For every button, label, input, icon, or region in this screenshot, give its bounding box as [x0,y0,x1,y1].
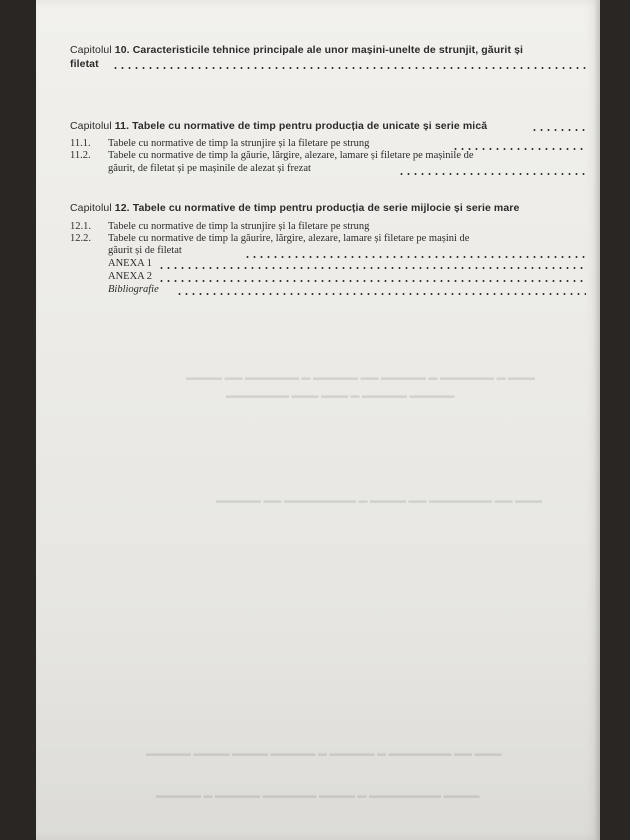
chapter-title: Tabele cu normative de timp pentru producția de serie mijlocie și serie mare [132,202,520,214]
chapter-number: 11. [114,120,130,132]
chapter-title: Caracteristicile tehnice principale ale unor mașini-unelte de strunjit, găurit și [132,44,524,56]
chapter-title-cont: filetat [70,58,99,70]
leader-dots [176,293,586,295]
chapter-number: 10. [114,44,130,56]
leader-dots [158,267,586,269]
section-title-cont: găurit și de filetat [108,245,182,256]
toc-entry-12-1 [70,221,590,234]
section-number: 12.1. [70,221,91,232]
chapter-number: 12. [114,202,130,214]
toc-entry-anexa-2 [108,271,152,282]
chapter-11-heading [70,119,590,133]
show-through-text: ▬▬▬ ▬ ▬▬▬▬▬▬ ▬ ▬▬▬▬▬ ▬▬ ▬▬▬▬▬ ▬ ▬▬▬▬▬▬ ▬▬ ▬▬▬▬ [186,372,536,382]
leader-dots [158,280,586,282]
section-title-cont: găurit, de filetat și pe mașinile de alezat și frezat [108,163,311,174]
section-number: 12.2. [70,233,91,244]
show-through-text: ▬▬▬▬ ▬▬▬▬▬▬▬▬ ▬ ▬▬▬▬ ▬▬▬▬▬▬ ▬▬▬▬▬ ▬ ▬▬▬▬▬ [156,790,480,800]
toc-entry-11-2 [70,150,590,163]
section-title: Tabele cu normative de timp la găurie, lărgire, alezare, lamare și filetare pe mașinile de [108,150,474,161]
show-through-text: ▬▬▬▬▬ ▬▬▬▬▬ ▬ ▬▬▬ ▬▬▬ ▬▬▬▬▬▬▬ [226,390,455,400]
leader-dots [244,256,586,258]
chapter-12-heading [70,201,590,215]
chapter-lead: Capitolul [70,120,112,132]
section-number: 11.1. [70,138,91,149]
leader-dots [398,173,586,175]
leader-dots [112,67,586,69]
chapter-title: Tabele cu normative de timp pentru producția de unicate și serie mică [132,120,488,132]
toc-entry-anexa-1 [108,258,152,269]
leader-dots [531,129,586,131]
toc-entry-12-2 [70,233,590,246]
page-edge-shadow [594,0,600,840]
annex-title: ANEXA 1 [108,258,153,269]
section-title: Tabele cu normative de timp la găurire, lărgire, alezare, lamare și filetare pe mașini de [108,233,470,244]
annex-title: ANEXA 2 [108,271,153,282]
chapter-lead: Capitolul [70,44,112,56]
toc-entry-bibliografie [108,284,159,295]
section-title: Tabele cu normative de timp la strunjire și la filetare pe strung [108,221,370,232]
bibliography-title: Bibliografie [108,284,159,295]
chapter-lead: Capitolul [70,202,112,214]
show-through-text: ▬▬▬ ▬▬ ▬▬▬▬▬▬▬ ▬ ▬▬▬▬▬ ▬ ▬▬▬▬▬ ▬▬▬▬ ▬▬▬▬ ▬▬▬▬▬ [146,748,502,758]
book-page [36,0,600,840]
section-number: 11.2. [70,150,91,161]
show-through-text: ▬▬▬ ▬▬ ▬▬▬▬▬▬▬ ▬▬ ▬▬▬▬ ▬ ▬▬▬▬▬▬▬▬ ▬▬ ▬▬▬▬▬ [216,495,543,505]
section-title: Tabele cu normative de timp la strunjire și la filetare pe strung [108,138,370,149]
